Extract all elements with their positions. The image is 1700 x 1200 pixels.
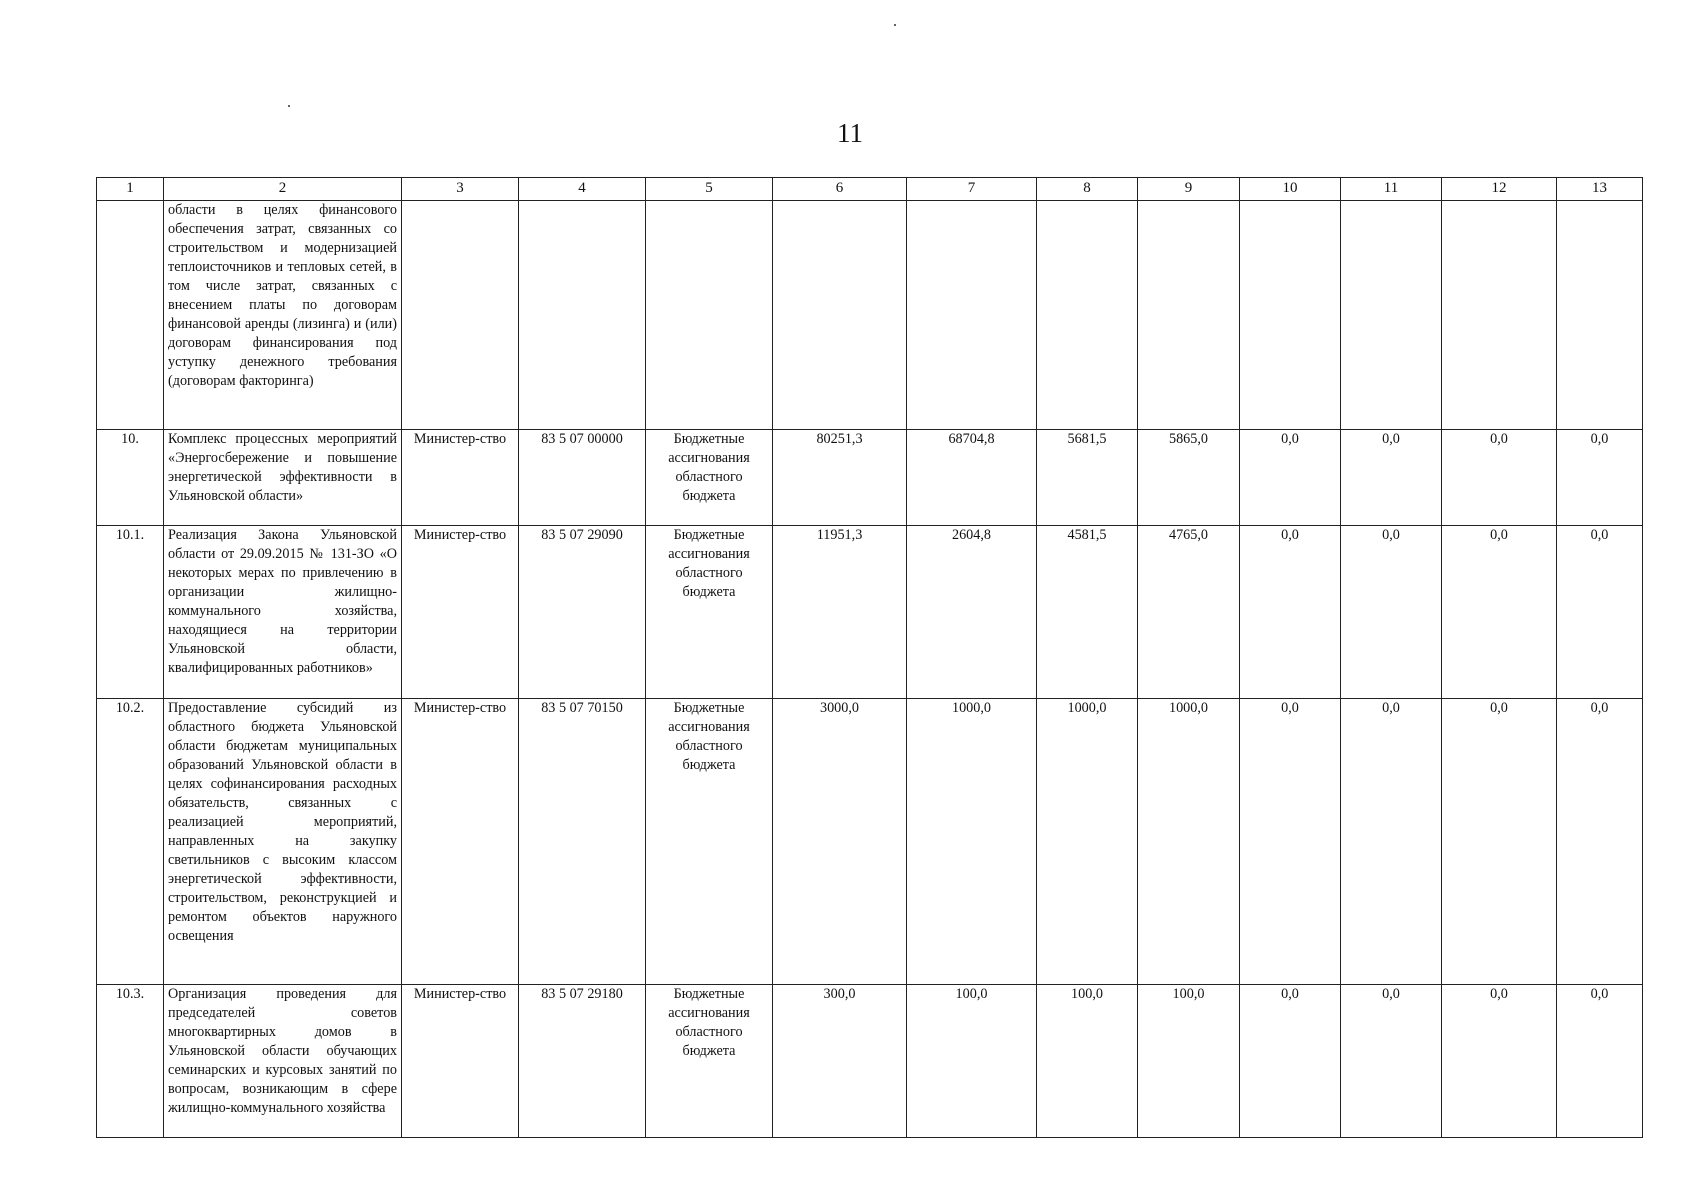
- column-header-7: 7: [907, 178, 1037, 201]
- row-value-9: 100,0: [1138, 985, 1240, 1138]
- budget-table: [96, 177, 1643, 1138]
- row-value-6: 3000,0: [773, 699, 907, 985]
- column-number-header: [97, 178, 1643, 201]
- row-source: Бюджетные ассигнования областного бюджета: [646, 526, 773, 699]
- row-executor: [402, 201, 519, 430]
- row-code: 83 5 07 29180: [519, 985, 646, 1138]
- row-value-8: 4581,5: [1037, 526, 1138, 699]
- row-value-9: 4765,0: [1138, 526, 1240, 699]
- row-source: Бюджетные ассигнования областного бюджета: [646, 699, 773, 985]
- row-value-8: [1037, 201, 1138, 430]
- row-value-11: 0,0: [1341, 526, 1442, 699]
- table-row: [97, 985, 1643, 1138]
- row-value-7: 2604,8: [907, 526, 1037, 699]
- row-code: 83 5 07 00000: [519, 430, 646, 526]
- row-value-11: [1341, 201, 1442, 430]
- row-value-13: 0,0: [1557, 430, 1643, 526]
- row-value-11: 0,0: [1341, 699, 1442, 985]
- row-number: [97, 201, 164, 430]
- table-row: [97, 526, 1643, 699]
- row-description: Предоставление субсидий из областного бюджета Ульяновской области бюджетам муниципальных образований Ульяновской области в целях софинансирования расходных обязательств, связанных с реализацией мероприятий, направленных на закупку светильников с высоким классом энергетической эффективности, строительством, реконструкцией и ремонтом объектов наружного освещения: [164, 699, 402, 985]
- column-header-2: 2: [164, 178, 402, 201]
- row-code: [519, 201, 646, 430]
- row-number: 10.: [97, 430, 164, 526]
- row-value-13: 0,0: [1557, 699, 1643, 985]
- column-header-9: 9: [1138, 178, 1240, 201]
- column-header-1: 1: [97, 178, 164, 201]
- row-value-8: 100,0: [1037, 985, 1138, 1138]
- row-source: Бюджетные ассигнования областного бюджета: [646, 430, 773, 526]
- scan-speck: [894, 24, 896, 26]
- scan-speck: [288, 105, 290, 107]
- column-header-10: 10: [1240, 178, 1341, 201]
- row-value-12: 0,0: [1442, 699, 1557, 985]
- row-description: области в целях финансового обеспечения затрат, связанных со строительством и модернизацией теплоисточников и тепловых сетей, в том числе затрат, связанных с внесением платы по договорам финансовой аренды (лизинга) и (или) договорам финансирования под уступку денежного требования (договорам факторинга): [164, 201, 402, 430]
- row-value-10: [1240, 201, 1341, 430]
- row-value-7: 100,0: [907, 985, 1037, 1138]
- row-description: Организация проведения для председателей советов многоквартирных домов в Ульяновской области обучающих семинарских и курсовых занятий по вопросам, возникающим в сфере жилищно-коммунального хозяйства: [164, 985, 402, 1138]
- row-value-11: 0,0: [1341, 430, 1442, 526]
- row-value-10: 0,0: [1240, 699, 1341, 985]
- row-value-9: 5865,0: [1138, 430, 1240, 526]
- row-number: 10.2.: [97, 699, 164, 985]
- row-value-12: [1442, 201, 1557, 430]
- column-header-13: 13: [1557, 178, 1643, 201]
- table-row: [97, 699, 1643, 985]
- row-number: 10.1.: [97, 526, 164, 699]
- row-value-7: 68704,8: [907, 430, 1037, 526]
- row-code: 83 5 07 29090: [519, 526, 646, 699]
- row-description: Реализация Закона Ульяновской области от 29.09.2015 № 131-ЗО «О некоторых мерах по привлечению в организации жилищно-коммунального хозяйства, находящиеся на территории Ульяновской области, квалифицированных работников»: [164, 526, 402, 699]
- column-header-6: 6: [773, 178, 907, 201]
- table-row: [97, 430, 1643, 526]
- row-executor: Министер-ство: [402, 985, 519, 1138]
- row-value-6: 11951,3: [773, 526, 907, 699]
- row-description: Комплекс процессных мероприятий «Энергосбережение и повышение энергетической эффективности в Ульяновской области»: [164, 430, 402, 526]
- column-header-5: 5: [646, 178, 773, 201]
- row-value-12: 0,0: [1442, 985, 1557, 1138]
- column-header-3: 3: [402, 178, 519, 201]
- row-value-13: 0,0: [1557, 985, 1643, 1138]
- page-number: 11: [837, 118, 863, 148]
- row-value-6: 80251,3: [773, 430, 907, 526]
- column-header-8: 8: [1037, 178, 1138, 201]
- column-header-11: 11: [1341, 178, 1442, 201]
- column-header-12: 12: [1442, 178, 1557, 201]
- row-value-6: 300,0: [773, 985, 907, 1138]
- row-value-9: 1000,0: [1138, 699, 1240, 985]
- row-value-8: 1000,0: [1037, 699, 1138, 985]
- row-value-11: 0,0: [1341, 985, 1442, 1138]
- row-executor: Министер-ство: [402, 430, 519, 526]
- row-executor: Министер-ство: [402, 526, 519, 699]
- row-value-12: 0,0: [1442, 430, 1557, 526]
- row-value-8: 5681,5: [1037, 430, 1138, 526]
- row-value-7: [907, 201, 1037, 430]
- row-value-9: [1138, 201, 1240, 430]
- row-value-10: 0,0: [1240, 985, 1341, 1138]
- row-value-13: [1557, 201, 1643, 430]
- row-value-13: 0,0: [1557, 526, 1643, 699]
- row-value-10: 0,0: [1240, 526, 1341, 699]
- row-source: [646, 201, 773, 430]
- row-number: 10.3.: [97, 985, 164, 1138]
- column-header-4: 4: [519, 178, 646, 201]
- row-value-12: 0,0: [1442, 526, 1557, 699]
- row-value-6: [773, 201, 907, 430]
- row-executor: Министер-ство: [402, 699, 519, 985]
- row-code: 83 5 07 70150: [519, 699, 646, 985]
- row-value-10: 0,0: [1240, 430, 1341, 526]
- row-source: Бюджетные ассигнования областного бюджета: [646, 985, 773, 1138]
- row-value-7: 1000,0: [907, 699, 1037, 985]
- table-row: [97, 201, 1643, 430]
